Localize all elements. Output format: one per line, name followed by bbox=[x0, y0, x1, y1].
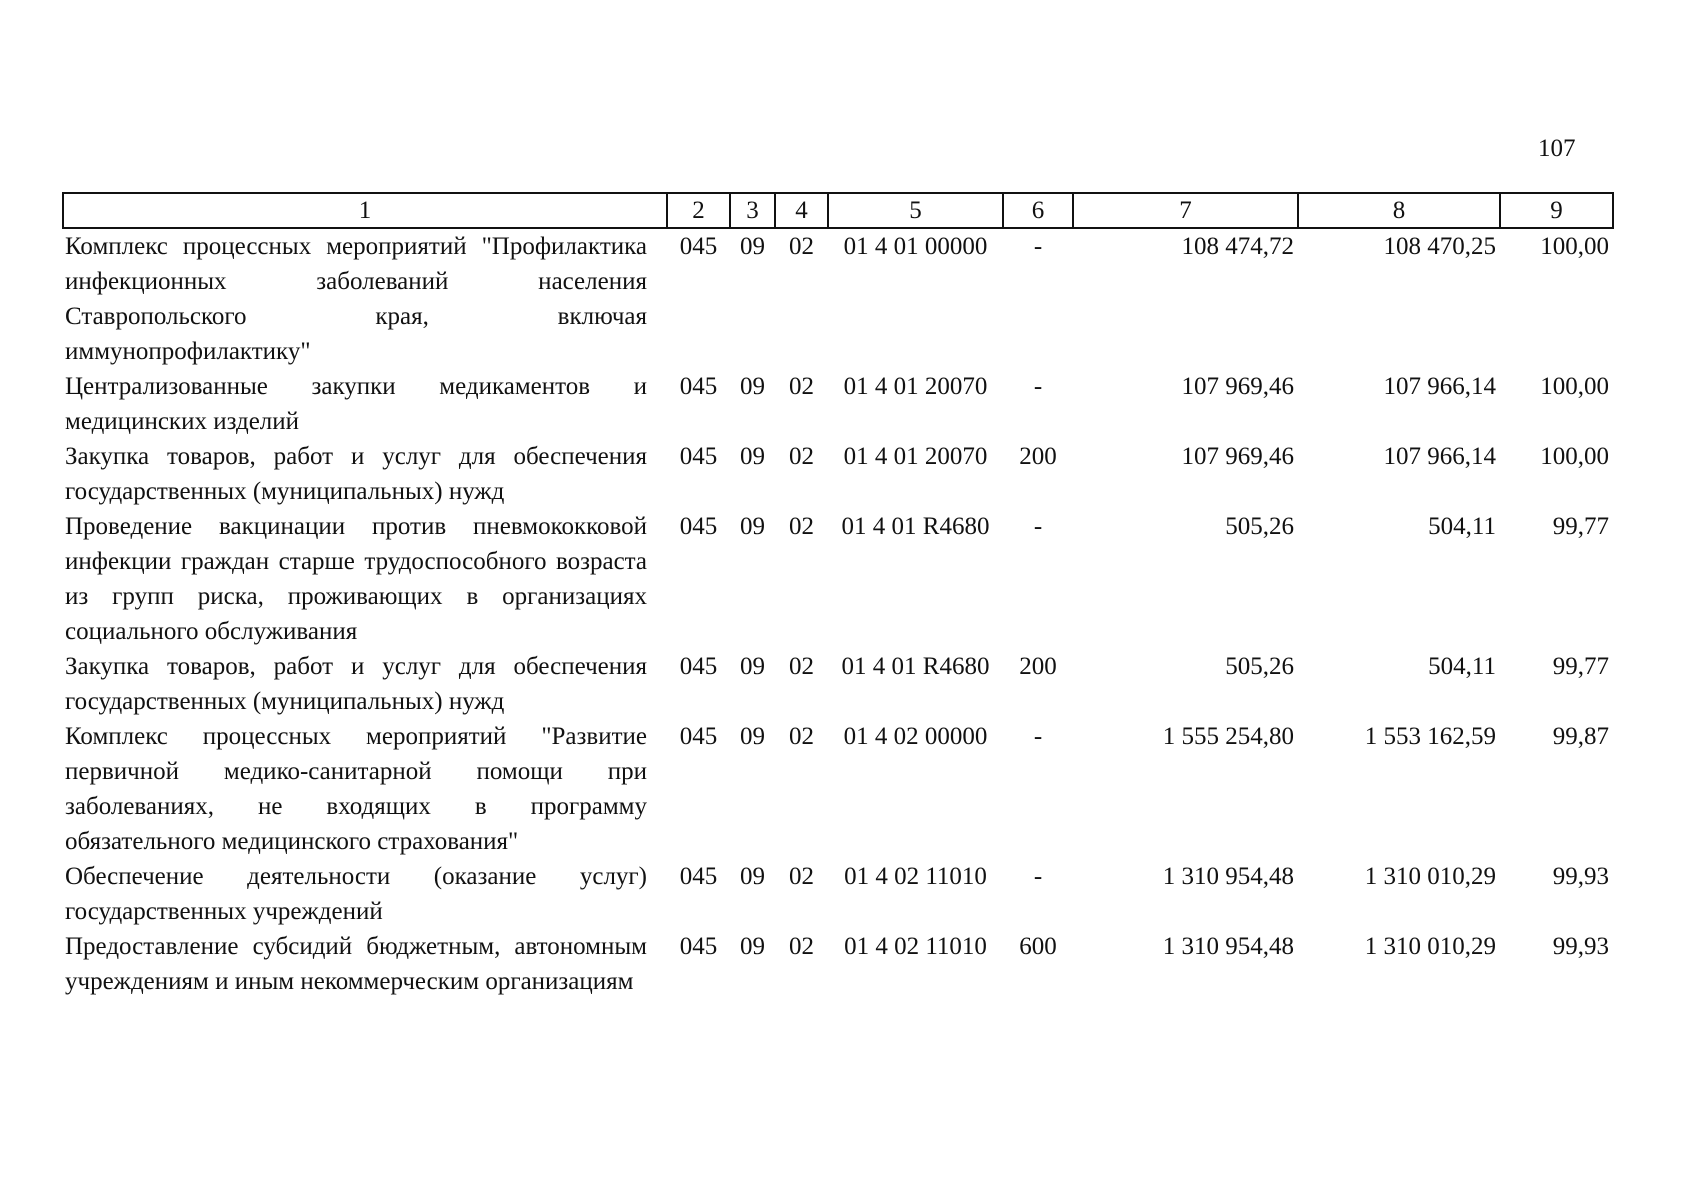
header-cell-9: 9 bbox=[1500, 193, 1613, 228]
table-row bbox=[63, 719, 1613, 859]
row-name: Закупка товаров, работ и услуг для обеспечения государственных (муниципальных) нужд bbox=[65, 443, 647, 505]
cell-col-5: 01 4 01 R4680 bbox=[841, 653, 990, 680]
cell-col-5: 01 4 01 R4680 bbox=[841, 513, 990, 540]
cell-col-4: 02 bbox=[789, 863, 814, 890]
row-name: Проведение вакцинации против пневмококковой инфекции граждан старше трудоспособного возраста из групп риска, проживающих в организациях социального обслуживания bbox=[65, 513, 647, 645]
header-cell-1: 1 bbox=[63, 193, 667, 228]
row-name: Предоставление субсидий бюджетным, автономным учреждениям и иным некоммерческим организациям bbox=[65, 933, 647, 995]
cell-col-3: 09 bbox=[740, 723, 765, 750]
cell-col-8: 504,11 bbox=[1428, 653, 1496, 680]
header-cell-4: 4 bbox=[775, 193, 828, 228]
cell-col-4: 02 bbox=[789, 233, 814, 260]
cell-col-2: 045 bbox=[679, 723, 718, 750]
cell-col-8: 1 553 162,59 bbox=[1364, 723, 1496, 750]
cell-col-8: 108 470,25 bbox=[1383, 233, 1496, 260]
cell-col-3: 09 bbox=[740, 933, 765, 960]
row-name: Централизованные закупки медикаментов и медицинских изделий bbox=[65, 373, 647, 435]
table-row bbox=[63, 228, 1613, 369]
cell-col-4: 02 bbox=[789, 723, 814, 750]
cell-col-7: 107 969,46 bbox=[1181, 373, 1294, 400]
row-name: Комплекс процессных мероприятий "Развитие первичной медико-санитарной помощи при заболеваниях, не входящих в программу обязательного медицинского страхования" bbox=[65, 723, 647, 855]
budget-table bbox=[62, 192, 1614, 999]
cell-col-6: - bbox=[1033, 233, 1043, 260]
cell-col-5: 01 4 02 00000 bbox=[843, 723, 988, 750]
cell-col-9: 99,77 bbox=[1552, 653, 1609, 680]
cell-col-2: 045 bbox=[679, 233, 718, 260]
cell-col-5: 01 4 02 11010 bbox=[844, 863, 987, 890]
cell-col-9: 100,00 bbox=[1540, 443, 1609, 470]
header-row bbox=[63, 193, 1613, 228]
row-name: Комплекс процессных мероприятий "Профилактика инфекционных заболеваний населения Ставропольского края, включая иммунопрофилактику" bbox=[65, 233, 647, 365]
header-cell-3: 3 bbox=[730, 193, 775, 228]
cell-col-8: 1 310 010,29 bbox=[1364, 933, 1496, 960]
cell-col-4: 02 bbox=[789, 513, 814, 540]
cell-col-3: 09 bbox=[740, 443, 765, 470]
cell-col-9: 99,87 bbox=[1552, 723, 1609, 750]
cell-col-2: 045 bbox=[679, 933, 718, 960]
table-body bbox=[63, 228, 1613, 999]
cell-col-4: 02 bbox=[789, 443, 814, 470]
cell-col-3: 09 bbox=[740, 233, 765, 260]
cell-col-5: 01 4 01 20070 bbox=[843, 373, 988, 400]
cell-col-7: 505,26 bbox=[1225, 653, 1294, 680]
cell-col-9: 99,93 bbox=[1552, 933, 1609, 960]
header-cell-8: 8 bbox=[1298, 193, 1500, 228]
cell-col-9: 100,00 bbox=[1540, 373, 1609, 400]
cell-col-8: 504,11 bbox=[1428, 513, 1496, 540]
cell-col-6: 200 bbox=[1019, 653, 1057, 680]
cell-col-9: 99,77 bbox=[1552, 513, 1609, 540]
cell-col-9: 100,00 bbox=[1540, 233, 1609, 260]
header-cell-7: 7 bbox=[1073, 193, 1298, 228]
cell-col-3: 09 bbox=[740, 653, 765, 680]
cell-col-8: 107 966,14 bbox=[1383, 373, 1496, 400]
cell-col-3: 09 bbox=[740, 513, 765, 540]
table-row bbox=[63, 649, 1613, 719]
header-cell-5: 5 bbox=[828, 193, 1003, 228]
cell-col-7: 1 310 954,48 bbox=[1162, 863, 1294, 890]
cell-col-6: - bbox=[1033, 723, 1043, 750]
table-row bbox=[63, 509, 1613, 649]
table-row bbox=[63, 929, 1613, 999]
row-name: Закупка товаров, работ и услуг для обеспечения государственных (муниципальных) нужд bbox=[65, 653, 647, 715]
cell-col-2: 045 bbox=[679, 373, 718, 400]
cell-col-3: 09 bbox=[740, 863, 765, 890]
cell-col-9: 99,93 bbox=[1552, 863, 1609, 890]
cell-col-6: - bbox=[1033, 863, 1043, 890]
cell-col-7: 1 310 954,48 bbox=[1162, 933, 1294, 960]
cell-col-4: 02 bbox=[789, 373, 814, 400]
row-name: Обеспечение деятельности (оказание услуг) государственных учреждений bbox=[65, 863, 647, 925]
cell-col-7: 505,26 bbox=[1225, 513, 1294, 540]
cell-col-4: 02 bbox=[789, 933, 814, 960]
cell-col-7: 108 474,72 bbox=[1181, 233, 1294, 260]
cell-col-7: 107 969,46 bbox=[1181, 443, 1294, 470]
table-row bbox=[63, 369, 1613, 439]
cell-col-2: 045 bbox=[679, 653, 718, 680]
cell-col-5: 01 4 02 11010 bbox=[844, 933, 987, 960]
cell-col-6: 600 bbox=[1019, 933, 1057, 960]
cell-col-8: 1 310 010,29 bbox=[1364, 863, 1496, 890]
header-cell-6: 6 bbox=[1003, 193, 1073, 228]
cell-col-7: 1 555 254,80 bbox=[1162, 723, 1294, 750]
page-number: 107 bbox=[1538, 135, 1576, 162]
cell-col-2: 045 bbox=[679, 443, 718, 470]
table-header bbox=[63, 193, 1613, 228]
cell-col-6: - bbox=[1033, 513, 1043, 540]
cell-col-6: 200 bbox=[1019, 443, 1057, 470]
header-cell-2: 2 bbox=[667, 193, 730, 228]
cell-col-2: 045 bbox=[679, 863, 718, 890]
table-row bbox=[63, 859, 1613, 929]
cell-col-4: 02 bbox=[789, 653, 814, 680]
cell-col-5: 01 4 01 20070 bbox=[843, 443, 988, 470]
cell-col-6: - bbox=[1033, 373, 1043, 400]
cell-col-2: 045 bbox=[679, 513, 718, 540]
cell-col-8: 107 966,14 bbox=[1383, 443, 1496, 470]
cell-col-3: 09 bbox=[740, 373, 765, 400]
table-row bbox=[63, 439, 1613, 509]
cell-col-5: 01 4 01 00000 bbox=[843, 233, 988, 260]
